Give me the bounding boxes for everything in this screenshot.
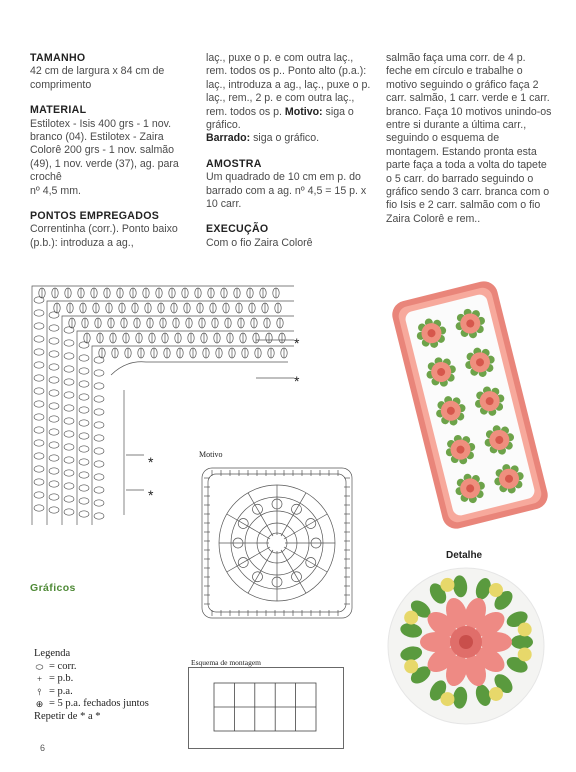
amostra-text: Um quadrado de 10 cm em p. do barrado com a ag. nº 4,5 = 15 p. x 10 carr. [206, 171, 367, 211]
legend-repeat: Repetir de * a * [34, 710, 101, 722]
rug-photo [378, 270, 562, 540]
pontos-text: Correntinha (corr.). Ponto baixo (p.b.): introduza a ag., [30, 223, 178, 249]
legend [34, 648, 149, 724]
detail-photo [386, 566, 546, 726]
page-number: 6 [40, 743, 46, 753]
graficos-heading: Gráficos [30, 582, 76, 594]
column-3 [386, 52, 552, 226]
legend-item-cluster: ⊕ = 5 p.a. fechados juntos [35, 698, 149, 710]
tamanho-heading: TAMANHO [30, 52, 86, 64]
cluster-stitch-icon: ⊕ [35, 699, 44, 710]
motivo-text: siga o gráfico. [206, 105, 354, 132]
esquema-montagem [188, 667, 346, 751]
legend-item-pa: ⫯ = p.a. [34, 686, 149, 699]
double-crochet-icon: ⫯ [37, 686, 42, 697]
legend-item-corr: ⬭ = corr. [35, 660, 77, 672]
star-mark-4: * [148, 487, 154, 503]
material-text: Estilotex - Isis 400 grs - 1 nov. branco (04). Estilotex - Zaira Colorê 200 grs - 1 nov. salmão (49), 1 nov. verde (37), ag. para crochê [30, 117, 179, 184]
star-mark-1: * [294, 335, 300, 351]
chain-stitch-icon: ⬭ [35, 661, 44, 672]
tamanho-text: 42 cm de largura x 84 cm de comprimento [30, 65, 165, 91]
barrado-text: siga o gráfico. [253, 132, 320, 145]
execucao-heading: EXECUÇÃO [206, 223, 269, 236]
stitches-text: laç., puxe o p. e com outra laç., rem. todos os p.. Ponto alto (p.a.): laç., introduza a ag., laç., puxe o p. laç., rem., 2 p. e com outra laç., rem. todos os p. [206, 52, 371, 118]
single-crochet-icon: + [36, 674, 43, 685]
execucao-text: Com o fio Zaira Colorê [206, 236, 313, 249]
legend-item-pb: + = p.b. [34, 673, 149, 686]
amostra-heading: AMOSTRA [206, 157, 262, 170]
pontos-heading: PONTOS EMPREGADOS [30, 210, 160, 223]
motivo-label: Motivo: [284, 105, 323, 118]
material-needle: nº 4,5 mm. [30, 184, 81, 197]
column-3-text: salmão faça uma corr. de 4 p. feche em círculo e trabalhe o motivo seguindo o gráfico faça 2 carr. salmão, 1 carr. verde e 1 carr. branco. Faça 10 motivos unindo-os entre si durante a última carr., seguindo o esquema de montagem. Estando pronta esta parte faça a toda a volta do tapete o 5 carr. do barrado seguindo o gráfico sendo 3 carr. branca com o fio Isis e 2 carr. salmão com o fio Zaira Colorê e rem.. [386, 52, 552, 225]
motivo-chart-label: Motivo [199, 450, 223, 459]
star-mark-3: * [148, 454, 154, 470]
column-1 [30, 52, 190, 250]
motivo-chart [196, 462, 358, 624]
detalhe-label: Detalhe [446, 550, 483, 561]
legend-title: Legenda [34, 648, 71, 659]
barrado-label: Barrado: [206, 132, 251, 145]
column-2 [206, 52, 372, 250]
star-mark-2: * [294, 373, 300, 389]
column-2-text [206, 52, 372, 146]
material-heading: MATERIAL [30, 104, 87, 117]
esquema-label: Esquema de montagem [191, 658, 261, 667]
